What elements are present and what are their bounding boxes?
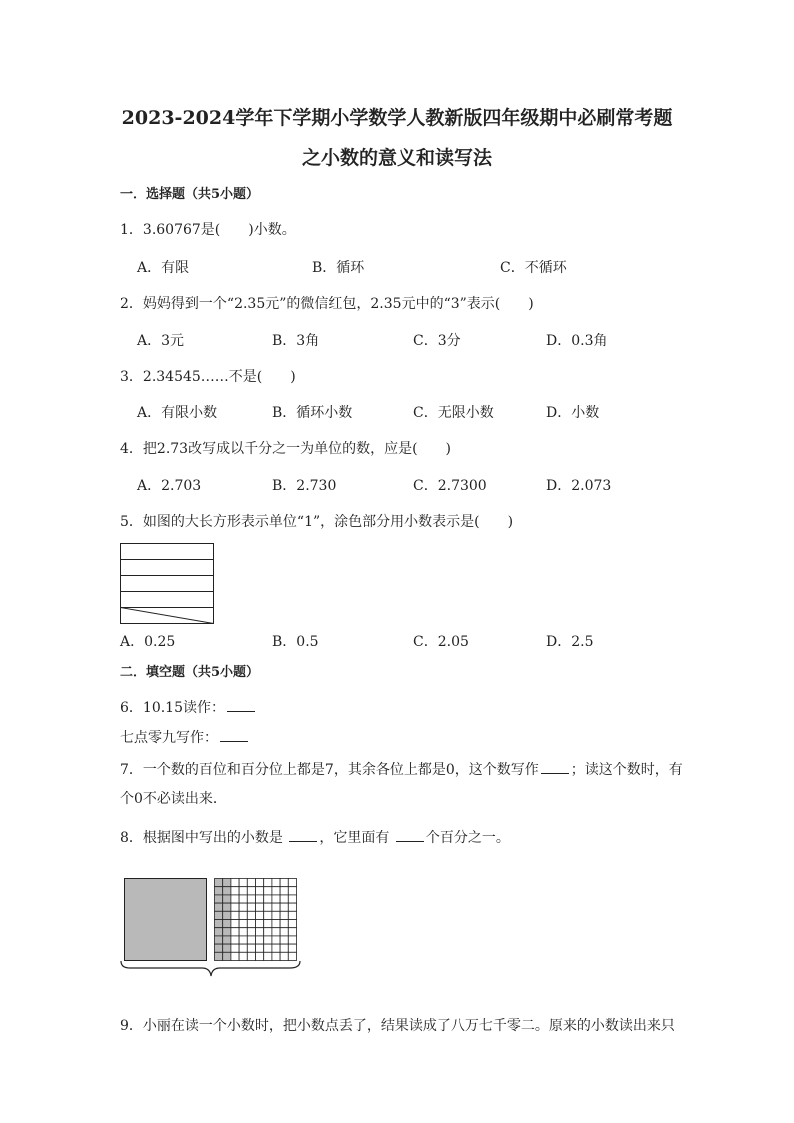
grid-cell-shaded bbox=[223, 920, 231, 928]
grid-cell bbox=[239, 952, 247, 960]
grid-cell bbox=[239, 879, 247, 887]
grid-cell bbox=[264, 879, 272, 887]
grid-cell bbox=[256, 936, 264, 944]
question-2-option-d: D．0.3角 bbox=[546, 333, 608, 349]
grid-cell bbox=[288, 879, 296, 887]
question-1-option-b: B．循环 bbox=[312, 260, 365, 276]
grid-cell bbox=[256, 920, 264, 928]
grid-cell bbox=[239, 903, 247, 911]
rectangle-strips-figure bbox=[120, 543, 216, 625]
grid-cell bbox=[231, 920, 239, 928]
question-4-option-d: D．2.073 bbox=[546, 478, 612, 494]
grid-cell-shaded bbox=[215, 879, 223, 887]
grid-cell bbox=[272, 952, 280, 960]
grid-cell bbox=[247, 911, 255, 919]
grid-cell bbox=[247, 895, 255, 903]
grid-cell bbox=[272, 895, 280, 903]
grid-cell bbox=[239, 928, 247, 936]
grid-cell bbox=[247, 903, 255, 911]
grid-cell bbox=[272, 944, 280, 952]
grid-cell bbox=[247, 887, 255, 895]
question-5-option-d: D．2.5 bbox=[546, 634, 594, 650]
question-3-option-c: C．无限小数 bbox=[413, 405, 494, 421]
question-6-line-1 bbox=[120, 697, 257, 717]
grid-cell bbox=[272, 887, 280, 895]
grid-cell-shaded bbox=[223, 879, 231, 887]
grid-cell-shaded bbox=[215, 936, 223, 944]
grid-cell-shaded bbox=[215, 944, 223, 952]
grid-cell bbox=[272, 936, 280, 944]
grid-cell-shaded bbox=[223, 944, 231, 952]
grid-cell bbox=[256, 944, 264, 952]
grid-cell bbox=[256, 887, 264, 895]
question-4-stem: 4．把2.73改写成以千分之一为单位的数，应是( ) bbox=[120, 441, 452, 457]
grid-cell bbox=[231, 895, 239, 903]
question-7-text-b: ；读这个数时，有 bbox=[570, 762, 683, 778]
answer-blank[interactable] bbox=[227, 697, 255, 712]
grid-cell-shaded bbox=[215, 928, 223, 936]
question-8-text-c: 个百分之一。 bbox=[425, 830, 510, 846]
grid-cell bbox=[272, 903, 280, 911]
grid-cell bbox=[280, 879, 288, 887]
grid-cell bbox=[280, 920, 288, 928]
question-6-text-2: 七点零九写作： bbox=[120, 730, 218, 746]
grid-cell-shaded bbox=[223, 911, 231, 919]
grid-cell bbox=[231, 879, 239, 887]
grid-cell bbox=[280, 887, 288, 895]
grid-cell bbox=[264, 903, 272, 911]
whole-shaded-square bbox=[125, 879, 207, 961]
question-1-stem: 1．3.60767是( )小数。 bbox=[120, 222, 296, 238]
hundred-grid-figure bbox=[118, 874, 304, 980]
grid-cell bbox=[239, 920, 247, 928]
grid-cell bbox=[280, 944, 288, 952]
question-7-line-2: 个0不必读出来． bbox=[120, 791, 227, 807]
grid-cell-shaded bbox=[215, 895, 223, 903]
question-6-line-2 bbox=[120, 727, 250, 747]
grid-cell bbox=[231, 952, 239, 960]
grid-cell bbox=[256, 952, 264, 960]
section-heading-fill: 二．填空题（共5小题） bbox=[120, 665, 260, 680]
grid-cell bbox=[288, 944, 296, 952]
grid-cell bbox=[280, 936, 288, 944]
grid-cell bbox=[247, 936, 255, 944]
grid-cell bbox=[231, 903, 239, 911]
question-1-option-a: A．有限 bbox=[137, 260, 190, 276]
grid-cell bbox=[239, 895, 247, 903]
grid-cell bbox=[264, 944, 272, 952]
grid-cell bbox=[272, 920, 280, 928]
grid-cell bbox=[256, 895, 264, 903]
question-2-stem: 2．妈妈得到一个“2.35元”的微信红包，2.35元中的“3”表示( ) bbox=[120, 296, 534, 312]
brace bbox=[121, 961, 300, 976]
answer-blank[interactable] bbox=[396, 827, 424, 842]
question-4-option-b: B．2.730 bbox=[272, 478, 337, 494]
section-heading-choice: 一．选择题（共5小题） bbox=[120, 187, 260, 202]
question-3-option-b: B．循环小数 bbox=[272, 405, 353, 421]
grid-cell bbox=[239, 944, 247, 952]
grid-cell bbox=[288, 895, 296, 903]
page-subtitle: 之小数的意义和读写法 bbox=[301, 147, 492, 169]
question-4-option-c: C．2.7300 bbox=[413, 478, 487, 494]
hundred-square-grid bbox=[215, 879, 297, 961]
grid-cell bbox=[239, 911, 247, 919]
grid-cell bbox=[288, 936, 296, 944]
grid-cell bbox=[256, 911, 264, 919]
grid-cell bbox=[280, 911, 288, 919]
question-5-option-b: B．0.5 bbox=[272, 634, 319, 650]
grid-cell bbox=[247, 879, 255, 887]
grid-cell-shaded bbox=[215, 952, 223, 960]
grid-cell-shaded bbox=[215, 920, 223, 928]
question-1-option-c: C．不循环 bbox=[500, 260, 567, 276]
question-2-option-b: B．3角 bbox=[272, 333, 320, 349]
grid-cell bbox=[247, 952, 255, 960]
question-7-line-1 bbox=[120, 759, 683, 779]
grid-cell bbox=[280, 895, 288, 903]
question-8-text-b: ，它里面有 bbox=[319, 830, 390, 846]
question-5-option-a: A．0.25 bbox=[120, 634, 176, 650]
question-2-option-c: C．3分 bbox=[413, 333, 461, 349]
grid-cell bbox=[272, 879, 280, 887]
grid-cell bbox=[256, 879, 264, 887]
grid-cell bbox=[256, 903, 264, 911]
grid-cell bbox=[239, 936, 247, 944]
question-6-text-1: 6．10.15读作： bbox=[120, 700, 225, 716]
grid-cell bbox=[288, 903, 296, 911]
grid-cell bbox=[247, 928, 255, 936]
grid-cell bbox=[231, 887, 239, 895]
page-title: 2023-2024学年下学期小学数学人教新版四年级期中必刷常考题 bbox=[121, 107, 673, 129]
grid-cell bbox=[264, 895, 272, 903]
grid-cell bbox=[239, 887, 247, 895]
grid-cell bbox=[272, 928, 280, 936]
grid-cell bbox=[280, 903, 288, 911]
grid-cell bbox=[280, 952, 288, 960]
grid-cell bbox=[231, 944, 239, 952]
grid-cell bbox=[264, 936, 272, 944]
grid-cell bbox=[231, 911, 239, 919]
grid-cell-shaded bbox=[223, 895, 231, 903]
answer-blank[interactable] bbox=[220, 727, 248, 742]
question-5-stem: 5．如图的大长方形表示单位“1”，涂色部分用小数表示是( ) bbox=[120, 514, 514, 530]
grid-cell bbox=[247, 944, 255, 952]
question-8-text-a: 8．根据图中写出的小数是 bbox=[120, 830, 283, 846]
grid-cell-shaded bbox=[215, 911, 223, 919]
grid-cell bbox=[264, 952, 272, 960]
answer-blank[interactable] bbox=[541, 759, 569, 774]
grid-cell bbox=[264, 928, 272, 936]
grid-cell bbox=[280, 928, 288, 936]
answer-blank[interactable] bbox=[289, 827, 317, 842]
grid-cell bbox=[272, 911, 280, 919]
grid-cell-shaded bbox=[223, 928, 231, 936]
grid-cell-shaded bbox=[223, 936, 231, 944]
grid-cell bbox=[288, 887, 296, 895]
grid-cell-shaded bbox=[223, 887, 231, 895]
question-3-stem: 3．2.34545……不是( ) bbox=[120, 369, 296, 385]
question-2-option-a: A．3元 bbox=[137, 333, 185, 349]
grid-cell-shaded bbox=[223, 952, 231, 960]
grid-cell-shaded bbox=[215, 887, 223, 895]
grid-cell-shaded bbox=[215, 903, 223, 911]
grid-cell bbox=[288, 952, 296, 960]
question-8-stem bbox=[120, 827, 510, 847]
question-9-stem: 9．小丽在读一个小数时，把小数点丢了，结果读成了八万七千零二。原来的小数读出来只 bbox=[120, 1018, 675, 1034]
grid-cell bbox=[231, 928, 239, 936]
question-5-option-c: C．2.05 bbox=[413, 634, 469, 650]
grid-cell bbox=[256, 928, 264, 936]
question-7-text-a: 7．一个数的百位和百分位上都是7，其余各位上都是0，这个数写作 bbox=[120, 762, 539, 778]
question-3-option-d: D．小数 bbox=[546, 405, 600, 421]
grid-cell bbox=[231, 936, 239, 944]
grid-cell bbox=[264, 920, 272, 928]
question-3-option-a: A．有限小数 bbox=[137, 405, 218, 421]
grid-cell bbox=[288, 928, 296, 936]
grid-cell bbox=[264, 911, 272, 919]
grid-cell bbox=[288, 911, 296, 919]
grid-cell-shaded bbox=[223, 903, 231, 911]
grid-cell bbox=[247, 920, 255, 928]
grid-cell bbox=[264, 887, 272, 895]
grid-cell bbox=[288, 920, 296, 928]
question-4-option-a: A．2.703 bbox=[137, 478, 202, 494]
